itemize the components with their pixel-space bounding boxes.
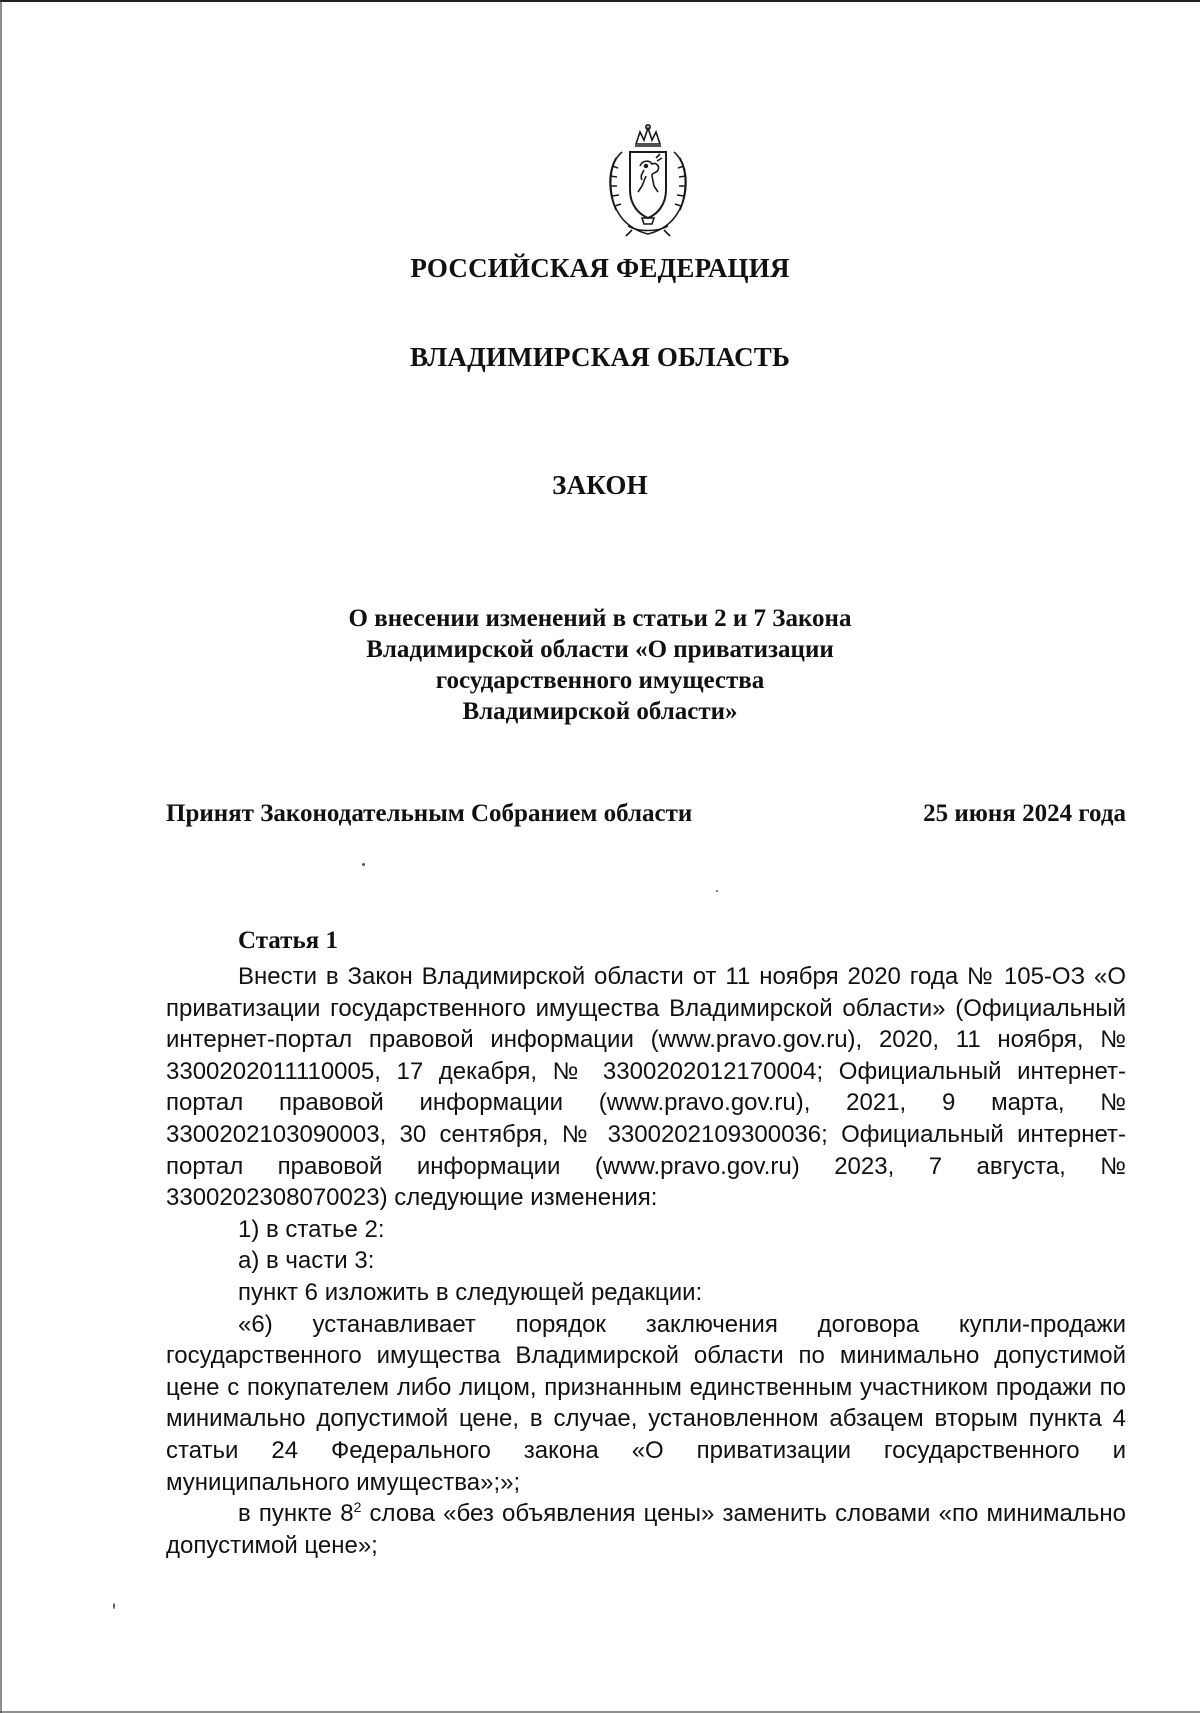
adoption-date: 25 июня 2024 года <box>923 800 1126 827</box>
scan-speck <box>113 1603 115 1609</box>
law-title-line: Владимирской области «О приватизации <box>366 636 834 663</box>
list-item-punkt-6: пункт 6 изложить в следующей редакции: <box>238 1278 703 1306</box>
punkt-6-new-text: «6) устанавливает порядок заключения договора купли-продажи государственного имущества Владимирской области по минимально допустимой цене с покупателем либо лицом, признанным единственным участником продажи по минимально допустимой цене, в случае, установленном абзацем вторым пункта 4 статьи 24 Федерального закона «О приватизации государственного и муниципального имущества»;»; <box>166 1310 1126 1496</box>
punkt-8-2-superscript: 2 <box>353 1499 362 1516</box>
punkt-8-2-lead: в пункте 8 <box>238 1500 354 1528</box>
punkt-8-2-rest: слова «без объявления цены» заменить словами «по минимально допустимой цене»; <box>166 1500 1127 1559</box>
region-heading: ВЛАДИМИРСКАЯ ОБЛАСТЬ <box>409 342 791 372</box>
law-title-line: государственного имущества <box>435 667 765 694</box>
punkt-8-2-paragraph <box>166 1498 1126 1561</box>
document-type-heading: ЗАКОН <box>552 470 648 500</box>
law-title-line: О внесении изменений в статьи 2 и 7 Закона <box>348 605 852 632</box>
country-heading: РОССИЙСКАЯ ФЕДЕРАЦИЯ <box>410 253 790 283</box>
law-title-line: Владимирской области» <box>462 698 738 725</box>
article-intro-paragraph: Внести в Закон Владимирской области от 11 ноября 2020 года № 105-ОЗ «О приватизации государственного имущества Владимирской области» (Официальный интернет-портал правовой информации (www.pravo.gov.ru), 2020, 11 ноября, № 3300202011110005, 17 декабря, № 3300202012170004; Официальный интернет-портал правовой информации (www.pravo.gov.ru), 2021, 9 марта, № 3300202103090003, 30 сентября, № 3300202109300036; Официальный интернет-портал правовой информации (www.pravo.gov.ru) 2023, 7 августа, № 3300202308070023) следующие изменения: <box>166 963 1126 1212</box>
list-item-statya-2: 1) в статье 2: <box>238 1215 385 1243</box>
law-title <box>0 603 1200 727</box>
list-item-chast-3: а) в части 3: <box>238 1247 375 1275</box>
article-body <box>166 961 1126 1561</box>
coat-of-arms-emblem <box>602 122 694 240</box>
scan-speck <box>716 890 718 892</box>
scan-top-edge <box>0 0 1200 2</box>
scan-speck <box>362 863 365 866</box>
article-heading: Статья 1 <box>238 927 338 954</box>
adoption-text: Принят Законодательным Собранием области <box>166 800 693 827</box>
